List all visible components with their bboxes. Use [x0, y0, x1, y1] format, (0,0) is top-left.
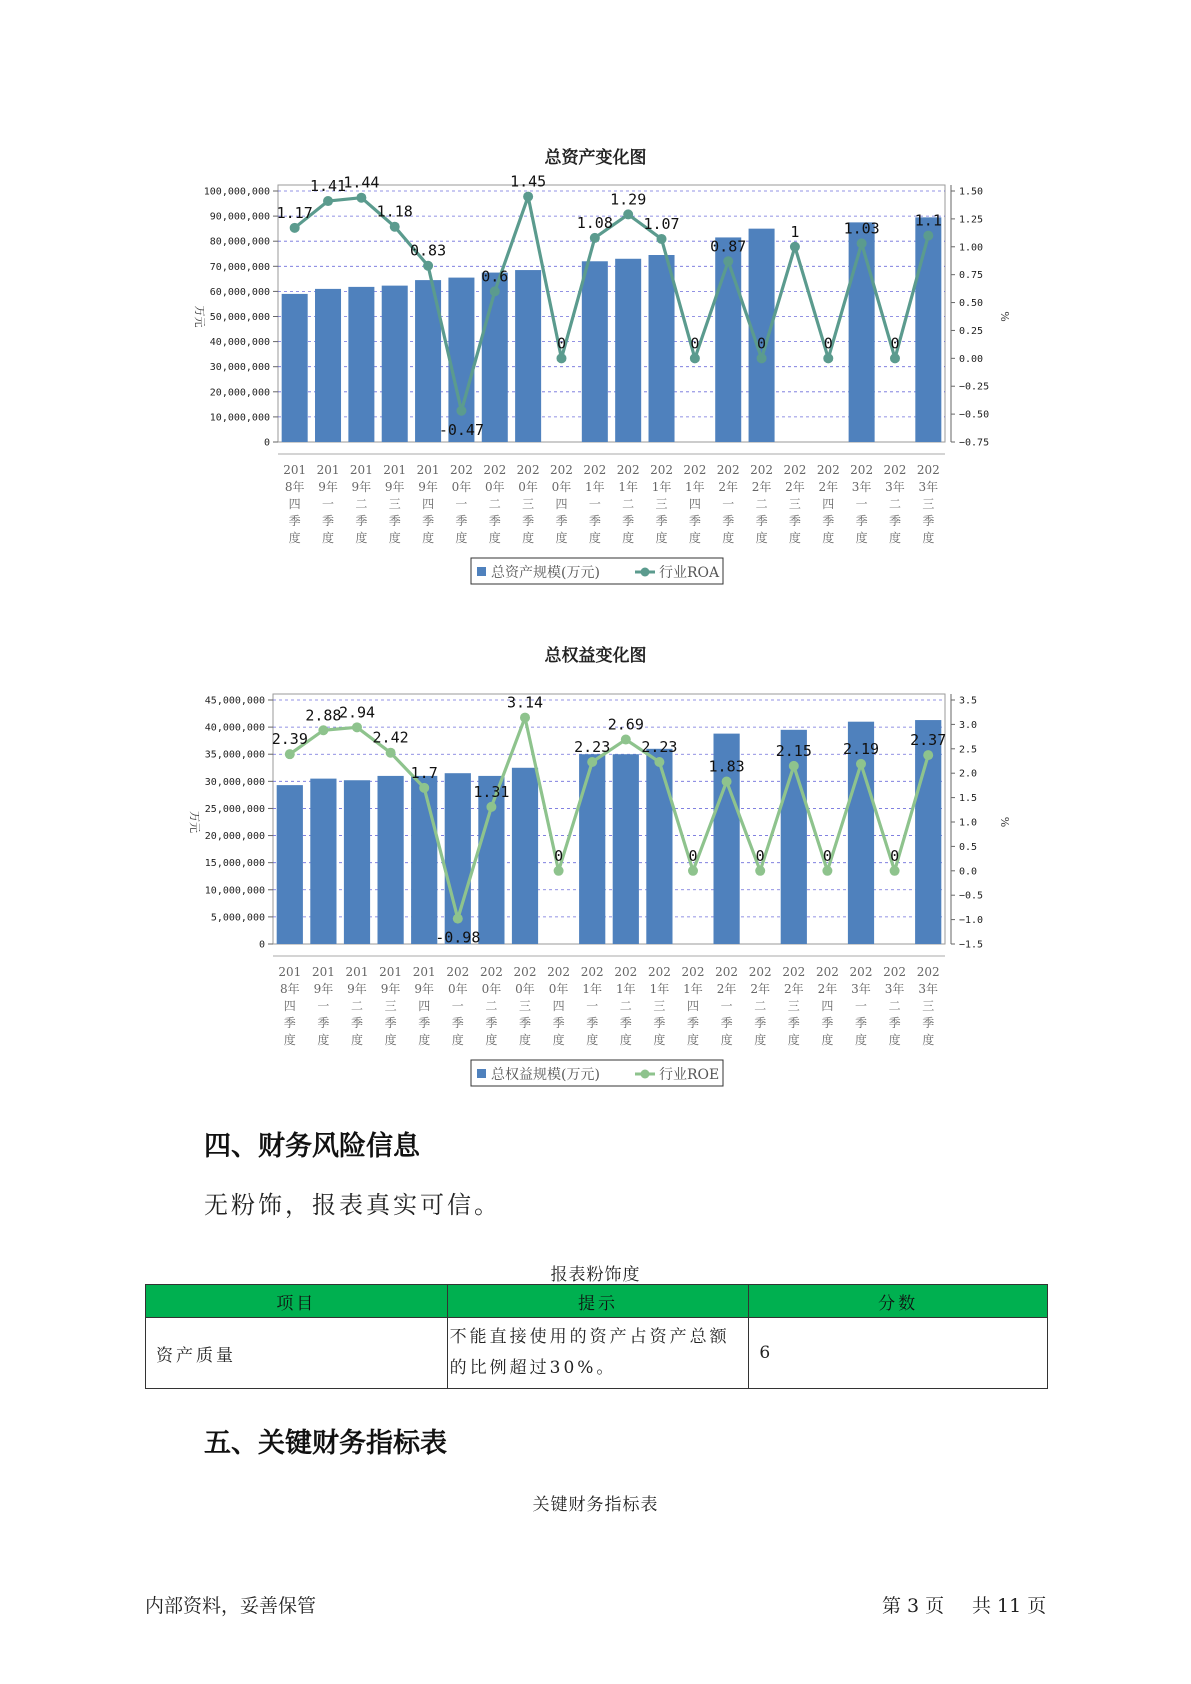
data-label-5: -0.98 — [435, 928, 481, 947]
line-point-11 — [657, 234, 667, 244]
x-tick-label-8: 202 0年四季度 — [547, 965, 571, 1047]
x-tick-label-13: 202 2年一季度 — [716, 463, 740, 545]
x-tick-label-5: 202 0年一季度 — [449, 463, 473, 545]
y2-tick-label: 3.5 — [959, 695, 978, 707]
x-tick-label-0: 201 8年四季度 — [283, 463, 307, 545]
header-score: 分数 — [749, 1285, 1048, 1318]
bar-11 — [646, 749, 672, 944]
x-tick-label-16: 202 2年四季度 — [816, 463, 840, 545]
data-label-4: 1.7 — [410, 763, 438, 782]
risk-table-header-row — [146, 1285, 1048, 1318]
data-label-13: 1.83 — [708, 757, 745, 776]
x-tick-label-0: 201 8年四季度 — [278, 965, 302, 1047]
x-tick-label-11: 202 1年三季度 — [650, 463, 673, 545]
y2-tick-label: 3.0 — [959, 719, 978, 731]
x-tick-label-17: 202 3年一季度 — [849, 965, 873, 1047]
total-assets-chart — [0, 172, 1191, 592]
risk-table — [145, 1284, 1048, 1389]
y2-tick-label: 0.50 — [959, 298, 984, 310]
bar-10 — [615, 259, 641, 442]
data-label-16: 0 — [823, 334, 833, 353]
bar-9 — [579, 754, 605, 944]
bar-2 — [344, 780, 370, 944]
line-point-18 — [890, 866, 900, 876]
y2-tick-label: 1.25 — [959, 214, 984, 226]
y2-axis-label: % — [998, 816, 1011, 828]
y-tick-label: 70,000,000 — [209, 261, 270, 273]
data-label-17: 1.03 — [843, 219, 880, 238]
x-tick-label-14: 202 2年二季度 — [748, 965, 772, 1047]
x-tick-label-17: 202 3年一季度 — [850, 463, 874, 545]
line-point-2 — [356, 193, 366, 203]
bar-5 — [448, 278, 474, 442]
x-tick-label-3: 201 9年三季度 — [379, 965, 403, 1047]
header-item: 项目 — [146, 1285, 448, 1318]
y-tick-label: 50,000,000 — [209, 312, 270, 323]
legend-bar-swatch — [477, 1069, 486, 1078]
y-tick-label: 45,000,000 — [204, 695, 265, 707]
y-tick-label: 10,000,000 — [209, 412, 270, 424]
bar-3 — [377, 776, 403, 944]
y2-tick-label: 1.0 — [959, 817, 978, 829]
x-tick-label-3: 201 9年三季度 — [383, 463, 407, 545]
x-tick-label-6: 202 0年二季度 — [483, 463, 507, 545]
line-point-2 — [352, 722, 362, 732]
risk-conclusion-text: 无粉饰，报表真实可信。 — [204, 1191, 501, 1219]
y2-tick-label: 0.25 — [959, 325, 984, 337]
data-label-12: 0 — [688, 846, 698, 865]
risk-section-title: 四、财务风险信息 — [204, 1131, 420, 1162]
line-point-10 — [621, 735, 631, 745]
bar-3 — [382, 286, 408, 442]
data-label-6: 0.6 — [481, 267, 509, 286]
data-label-16: 0 — [822, 846, 832, 865]
data-label-14: 0 — [757, 334, 767, 353]
data-label-7: 3.14 — [506, 693, 544, 712]
bar-6 — [482, 273, 508, 442]
data-label-3: 1.18 — [376, 202, 413, 221]
y-tick-label: 0 — [258, 939, 265, 951]
data-label-10: 2.69 — [607, 715, 644, 734]
x-tick-label-11: 202 1年三季度 — [647, 965, 671, 1047]
x-tick-label-14: 202 2年二季度 — [750, 463, 774, 545]
line-point-4 — [423, 261, 433, 271]
legend-line-label: 行业ROE — [659, 1067, 720, 1083]
data-label-17: 2.19 — [842, 739, 880, 758]
legend-bar-swatch — [477, 567, 486, 576]
x-tick-label-8: 202 0年四季度 — [550, 463, 573, 545]
x-tick-label-6: 202 0年二季度 — [479, 965, 503, 1047]
bar-0 — [277, 785, 303, 944]
bar-9 — [582, 261, 608, 442]
x-tick-label-2: 201 9年二季度 — [345, 965, 369, 1047]
data-label-15: 2.15 — [775, 741, 812, 760]
x-tick-label-12: 202 1年四季度 — [681, 965, 705, 1047]
data-label-11: 2.23 — [641, 737, 678, 756]
data-label-13: 0.87 — [710, 237, 747, 256]
y2-tick-label: 2.5 — [959, 744, 978, 756]
y-axis-label: 万元 — [193, 305, 206, 328]
line-point-3 — [386, 748, 396, 758]
x-tick-label-13: 202 2年一季度 — [715, 965, 739, 1047]
risk-table-caption: 报表粉饰度 — [550, 1265, 641, 1285]
y-tick-label: 25,000,000 — [204, 803, 265, 815]
y2-tick-label: 1.00 — [959, 242, 984, 254]
line-point-15 — [789, 761, 799, 771]
chart2-title: 总权益变化图 — [544, 646, 647, 666]
line-point-16 — [822, 866, 832, 876]
line-point-19 — [923, 231, 933, 241]
data-label-12: 0 — [690, 334, 700, 353]
line-point-8 — [556, 353, 566, 363]
footer-confidential: 内部资料，妥善保管 — [145, 1595, 317, 1617]
legend-bar-label: 总资产规模(万元) — [491, 565, 600, 581]
y-tick-label: 60,000,000 — [209, 286, 270, 298]
line-point-17 — [856, 759, 866, 769]
y2-tick-label: −0.75 — [959, 437, 990, 449]
x-tick-label-19: 202 3年三季度 — [916, 463, 940, 545]
y-tick-label: 5,000,000 — [210, 912, 265, 924]
data-label-0: 2.39 — [271, 730, 308, 749]
line-point-14 — [757, 353, 767, 363]
x-tick-label-4: 201 9年四季度 — [416, 463, 440, 545]
x-tick-label-2: 201 9年二季度 — [349, 463, 373, 545]
y-tick-label: 40,000,000 — [204, 722, 265, 734]
line-point-15 — [790, 242, 800, 252]
y-tick-label: 20,000,000 — [209, 387, 270, 399]
bar-10 — [613, 754, 639, 944]
y-tick-label: 15,000,000 — [204, 858, 265, 870]
y2-tick-label: 1.5 — [959, 793, 978, 805]
footer-total-pages: 共 11 页 — [972, 1595, 1047, 1617]
data-label-19: 1.1 — [914, 211, 942, 230]
data-label-18: 0 — [890, 334, 900, 353]
y-axis-label: 万元 — [188, 811, 201, 833]
y2-tick-label: −0.50 — [959, 409, 990, 421]
data-label-1: 2.88 — [305, 706, 342, 725]
bar-6 — [478, 776, 504, 944]
line-point-13 — [723, 256, 733, 266]
y2-tick-label: −1.0 — [959, 915, 984, 927]
line-point-6 — [486, 802, 496, 812]
y-tick-label: 80,000,000 — [209, 236, 270, 248]
x-tick-label-10: 202 1年二季度 — [616, 463, 640, 545]
data-label-2: 2.94 — [338, 703, 376, 722]
data-label-5: -0.47 — [438, 420, 485, 439]
line-point-8 — [554, 866, 564, 876]
line-point-19 — [923, 750, 933, 760]
bar-1 — [310, 779, 336, 944]
data-label-19: 2.37 — [910, 731, 947, 750]
line-point-18 — [890, 353, 900, 363]
x-tick-label-9: 202 1年一季度 — [583, 463, 607, 545]
x-tick-label-15: 202 2年三季度 — [782, 965, 806, 1047]
line-point-16 — [823, 353, 833, 363]
bar-13 — [715, 237, 741, 442]
bar-4 — [411, 776, 437, 944]
line-point-13 — [722, 776, 732, 786]
y-tick-label: 20,000,000 — [204, 831, 265, 843]
data-label-0: 1.17 — [276, 203, 313, 222]
line-point-5 — [456, 406, 466, 416]
x-tick-label-1: 201 9年一季度 — [316, 463, 340, 545]
bar-7 — [512, 768, 538, 944]
bar-1 — [315, 289, 341, 442]
line-point-7 — [523, 192, 533, 202]
y-tick-label: 30,000,000 — [204, 776, 265, 788]
bar-11 — [649, 255, 675, 442]
bar-2 — [348, 287, 374, 442]
line-point-0 — [285, 749, 295, 759]
data-label-2: 1.44 — [343, 173, 380, 192]
data-label-8: 0 — [554, 846, 564, 865]
x-tick-label-1: 201 9年一季度 — [311, 965, 335, 1047]
x-tick-label-12: 202 1年四季度 — [683, 463, 707, 545]
line-point-17 — [857, 238, 867, 248]
y2-tick-label: 0.5 — [959, 841, 978, 853]
legend-line-marker — [641, 1070, 650, 1079]
x-tick-label-19: 202 3年三季度 — [916, 965, 940, 1047]
cell-score: 6 — [749, 1318, 1048, 1389]
line-point-6 — [490, 286, 500, 296]
data-label-9: 2.23 — [574, 737, 611, 756]
y-tick-label: 35,000,000 — [204, 749, 265, 761]
y2-tick-label: 1.50 — [959, 186, 984, 198]
data-label-10: 1.29 — [610, 190, 647, 209]
data-label-8: 0 — [556, 334, 566, 353]
line-point-1 — [318, 725, 328, 735]
bar-7 — [515, 270, 541, 442]
y2-tick-label: 2.0 — [959, 768, 978, 780]
y2-tick-label: −0.25 — [959, 381, 990, 393]
line-point-12 — [688, 866, 698, 876]
y-tick-label: 100,000,000 — [203, 186, 270, 198]
y2-tick-label: 0.0 — [959, 866, 978, 878]
x-tick-label-15: 202 2年三季度 — [783, 463, 807, 545]
footer-page-number: 第 3 页 — [882, 1595, 945, 1617]
line-point-7 — [520, 713, 530, 723]
x-tick-label-4: 201 9年四季度 — [412, 965, 436, 1047]
bar-17 — [849, 222, 875, 442]
y-tick-label: 90,000,000 — [209, 211, 270, 223]
data-label-1: 1.41 — [309, 177, 347, 196]
legend-line-label: 行业ROA — [659, 565, 720, 581]
line-point-10 — [623, 209, 633, 219]
y-tick-label: 30,000,000 — [209, 362, 270, 374]
bar-0 — [282, 294, 308, 442]
legend-bar-label: 总权益规模(万元) — [491, 1067, 600, 1083]
y-tick-label: 40,000,000 — [209, 337, 270, 349]
legend-line-marker — [641, 568, 650, 577]
data-label-7: 1.45 — [510, 172, 547, 191]
line-point-3 — [390, 222, 400, 232]
line-point-14 — [755, 866, 765, 876]
chart1-title: 总资产变化图 — [544, 148, 647, 168]
bar-19 — [915, 217, 941, 442]
line-point-12 — [690, 353, 700, 363]
cell-hint: 不能直接使用的资产占资产总额的比例超过30%。 — [447, 1318, 749, 1389]
x-tick-label-18: 202 3年二季度 — [883, 965, 907, 1047]
x-tick-label-9: 202 1年一季度 — [580, 965, 604, 1047]
line-point-0 — [290, 223, 300, 233]
line-point-9 — [587, 757, 597, 767]
key-metrics-section-title: 五、关键财务指标表 — [204, 1428, 447, 1459]
total-equity-chart — [0, 672, 1191, 1092]
x-tick-label-5: 202 0年一季度 — [446, 965, 470, 1047]
table-row — [146, 1318, 1048, 1389]
line-point-1 — [323, 196, 333, 206]
y-tick-label: 0 — [263, 437, 270, 449]
y2-axis-label: % — [998, 311, 1011, 322]
data-label-18: 0 — [890, 846, 900, 865]
x-tick-label-7: 202 0年三季度 — [516, 463, 540, 545]
data-label-3: 2.42 — [372, 728, 409, 747]
x-tick-label-18: 202 3年二季度 — [883, 463, 907, 545]
line-point-11 — [654, 757, 664, 767]
data-label-4: 0.83 — [410, 241, 447, 260]
y2-tick-label: 0.75 — [959, 270, 984, 282]
cell-item: 资产质量 — [146, 1318, 448, 1389]
line-point-4 — [419, 783, 429, 793]
line-point-9 — [590, 233, 600, 243]
data-label-14: 0 — [755, 846, 765, 865]
line-point-5 — [453, 914, 463, 924]
data-label-9: 1.08 — [576, 213, 613, 232]
key-metrics-table-caption: 关键财务指标表 — [532, 1495, 659, 1515]
y2-tick-label: −1.5 — [959, 939, 984, 951]
x-tick-label-7: 202 0年三季度 — [513, 965, 537, 1047]
header-hint: 提示 — [447, 1285, 749, 1318]
x-tick-label-16: 202 2年四季度 — [815, 965, 839, 1047]
data-label-11: 1.07 — [643, 214, 680, 233]
data-label-15: 1 — [790, 222, 800, 241]
y2-tick-label: −0.5 — [959, 890, 984, 902]
data-label-6: 1.31 — [473, 782, 510, 801]
x-tick-label-10: 202 1年二季度 — [614, 965, 638, 1047]
y-tick-label: 10,000,000 — [204, 885, 265, 897]
y2-tick-label: 0.00 — [959, 353, 984, 365]
